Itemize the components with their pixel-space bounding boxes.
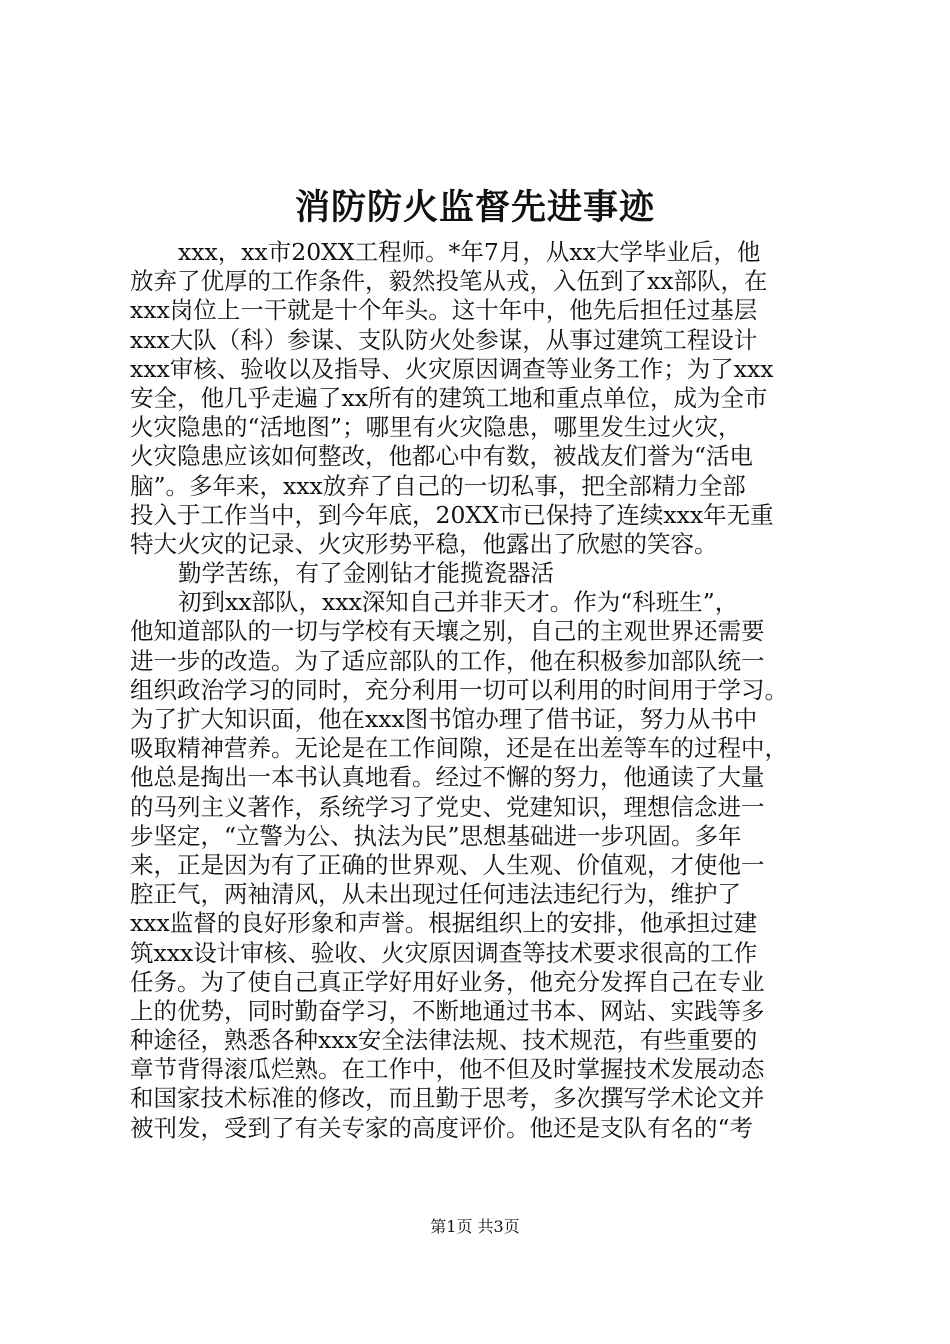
text-line: 他总是掏出一本书认真地看。经过不懈的努力，他通读了大量 [130,763,765,792]
text-line: 安全，他几乎走遍了xx所有的建筑工地和重点单位，成为全市 [130,383,768,412]
text-line: 火灾隐患应该如何整改，他都心中有数，被战友们誉为“活电 [130,442,754,471]
text-line: 组织政治学习的同时，充分利用一切可以利用的时间用于学习。 [130,675,788,704]
text-line: 来，正是因为有了正确的世界观、人生观、价值观，才使他一 [130,850,765,879]
text-line: 为了扩大知识面，他在xxx图书馆办理了借书证，努力从书中 [130,705,758,733]
text-line: 筑xxx设计审核、验收、火灾原因调查等技术要求很高的工作 [130,938,758,967]
text-line: 和国家技术标准的修改，而且勤于思考，多次撰写学术论文并 [130,1084,765,1113]
text-line: 章节背得滚瓜烂熟。在工作中，他不但及时掌握技术发展动态 [130,1055,765,1084]
text-line: 火灾隐患的“活地图”；哪里有火灾隐患，哪里发生过火灾， [130,413,742,442]
section-heading: 勤学苦练，有了金刚钻才能揽瓷器活 [178,559,554,588]
text-line: 放弃了优厚的工作条件，毅然投笔从戎，入伍到了xx部队，在 [130,267,768,296]
text-line: 步坚定，“立警为公、执法为民”思想基础进一步巩固。多年 [130,821,742,850]
page-footer: 第1页 共3页 [430,1217,520,1236]
text-line: 脑”。多年来，xxx放弃了自己的一切私事，把全部精力全部 [130,471,746,500]
text-line: 他知道部队的一切与学校有天壤之别，自己的主观世界还需要 [130,617,765,646]
text-line: 吸取精神营养。无论是在工作间隙，还是在出差等车的过程中， [130,734,788,763]
text-line: xxx大队（科）参谋、支队防火处参谋，从事过建筑工程设计 [130,325,758,354]
text-line: 被刊发，受到了有关专家的高度评价。他还是支队有名的“考 [130,1113,754,1142]
text-line: xxx监督的良好形象和声誉。根据组织上的安排，他承担过建 [130,909,758,938]
text-line: 投入于工作当中，到今年底，20XX市已保持了连续xxx年无重 [130,500,774,529]
text-line: 初到xx部队，xxx深知自己并非天才。作为“科班生”， [178,588,739,617]
text-line: 的马列主义著作，系统学习了党史、党建知识，理想信念进一 [130,792,765,821]
text-line: 种途径，熟悉各种xxx安全法律法规、技术规范，有些重要的 [130,1026,758,1055]
text-line: xxx，xx市20XX工程师。*年7月，从xx大学毕业后，他 [178,238,761,266]
text-line: 特大火灾的记录、火灾形势平稳，他露出了欣慰的笑容。 [130,529,718,558]
document-title: 消防防火监督先进事迹 [294,187,655,228]
document-body [130,238,850,1143]
text-line: 任务。为了使自己真正学好用好业务，他充分发挥自己在专业 [130,967,765,996]
text-line: xxx审核、验收以及指导、火灾原因调查等业务工作；为了xxx [130,354,774,383]
text-line: 上的优势，同时勤奋学习，不断地通过书本、网站、实践等多 [130,996,765,1025]
text-line: xxx岗位上一干就是十个年头。这十年中，他先后担任过基层 [130,296,758,325]
text-line: 进一步的改造。为了适应部队的工作，他在积极参加部队统一 [130,646,765,675]
text-line: 腔正气，两袖清风，从未出现过任何违法违纪行为，维护了 [130,880,741,909]
